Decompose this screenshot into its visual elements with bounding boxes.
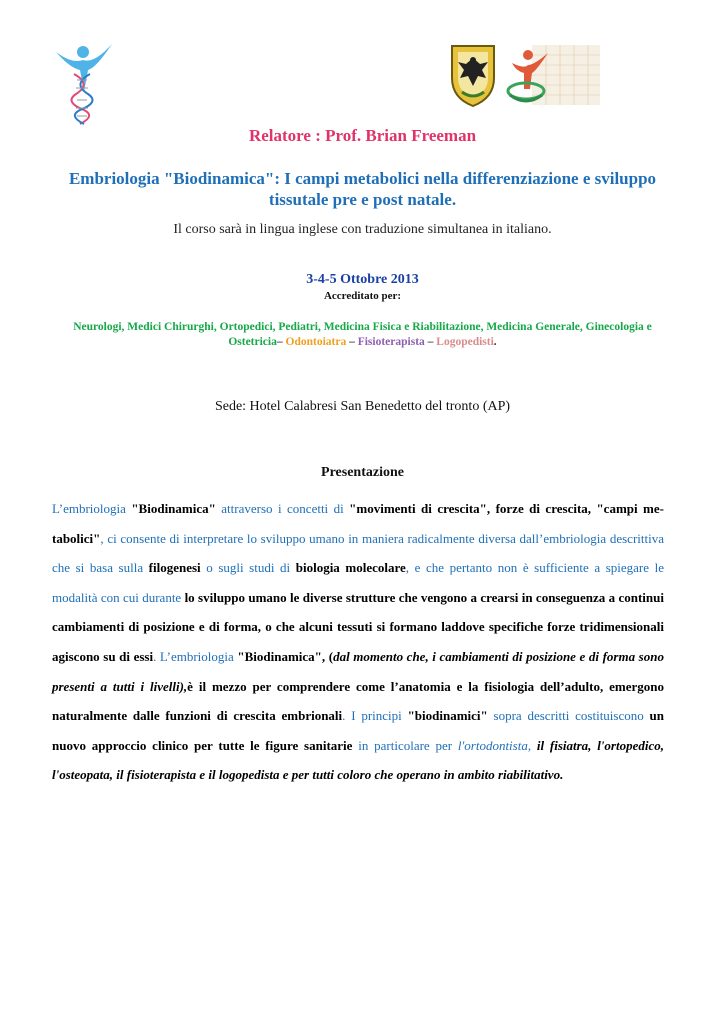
text-run: attraverso i concetti di bbox=[215, 501, 350, 516]
separator: – bbox=[424, 336, 437, 348]
text-run: "Biodinamica" bbox=[237, 648, 322, 664]
figure-with-ring-logo bbox=[502, 43, 602, 108]
text-run: , ci consente di interpretare lo sviluppo umano in maniera radicalmente diversa dall’embriologia descrittiva che si basa sulla bbox=[52, 530, 664, 576]
course-title-line1: Embriologia "Biodinamica": I campi metabolici nella differenziazione e sviluppo bbox=[68, 169, 657, 188]
accredited-label: Accreditato per: bbox=[323, 290, 402, 302]
course-title-line2: tissutale pre e post natale. bbox=[268, 190, 457, 209]
professions-list bbox=[48, 320, 677, 350]
separator: – bbox=[346, 336, 358, 348]
period: . bbox=[493, 336, 497, 348]
text-run: , e che pertanto non è sufficiente a spiegare le modalità con cui durante bbox=[52, 560, 664, 605]
text-run: o sugli studi di bbox=[200, 560, 296, 576]
text-run: biologia molecolare bbox=[295, 560, 406, 576]
venue: Sede: Hotel Calabresi San Benedetto del tronto (AP) bbox=[214, 399, 511, 414]
professions-main: Neurologi, Medici Chirurghi, Ortopedici, Pediatri, Medicina Fisica e Riabilitazione, Medicina Generale, Ginecologia e Ostetricia bbox=[73, 321, 652, 348]
presentation-heading: Presentazione bbox=[321, 465, 404, 480]
text-run: filogenesi bbox=[148, 560, 201, 576]
text-run: sopra descritti costituiscono bbox=[487, 708, 650, 724]
language-note: Il corso sarà in lingua inglese con traduzione simultanea in italiano. bbox=[173, 222, 552, 237]
event-dates: 3-4-5 Ottobre 2013 bbox=[306, 272, 419, 287]
speaker: Relatore : Prof. Brian Freeman bbox=[248, 126, 477, 145]
text-run: "Biodinamica" bbox=[131, 501, 216, 516]
text-run: L’embriologia bbox=[52, 501, 132, 516]
text-run: dal momento che, i cambiamenti di posizione e di forma sono presenti a tutti i livelli), bbox=[52, 648, 664, 694]
text-run: . L’embriologia bbox=[153, 648, 238, 664]
text-run: un nuovo approccio clinico per tutte le figure sanitarie bbox=[52, 708, 665, 753]
separator: – bbox=[276, 336, 286, 348]
text-run: in particolare per bbox=[352, 737, 458, 753]
text-run: l'ortodontista, bbox=[457, 737, 532, 753]
text-run: . I principi bbox=[342, 708, 408, 724]
text-run: "movimenti di crescita", forze di crescita, "campi metabolici" bbox=[52, 501, 665, 546]
eagle-shield-logo bbox=[448, 40, 498, 108]
text-run: lo sviluppo umano le diverse strutture che vengono a crearsi in conseguenza a continui cambiamenti di posizione e di forma, o che alcuni tessuti si formano laddove specifiche forze tridimensionali agiscono su di essi bbox=[52, 589, 664, 664]
human-figure-logo bbox=[50, 38, 116, 126]
profession-fisioterapista: Fisioterapista bbox=[357, 336, 425, 348]
text-run: "biodinamici" bbox=[407, 708, 488, 724]
text-run: è il mezzo per comprendere come l’anatomia e la fisiologia dell’adulto, emergono naturalmente dalle funzioni di crescita embrionali bbox=[52, 678, 664, 724]
presentation-paragraph bbox=[52, 494, 664, 790]
profession-odontoiatra: Odontoiatra bbox=[285, 336, 347, 348]
profession-logopedisti: Logopedisti bbox=[436, 336, 494, 348]
course-title bbox=[40, 168, 685, 210]
text-run: il fisiatra, l'ortopedico, l'osteopata, il fisioterapista e il logopedista e per tutti coloro che operano in ambito riabilitativo. bbox=[52, 737, 664, 783]
text-run: , ( bbox=[321, 648, 334, 664]
